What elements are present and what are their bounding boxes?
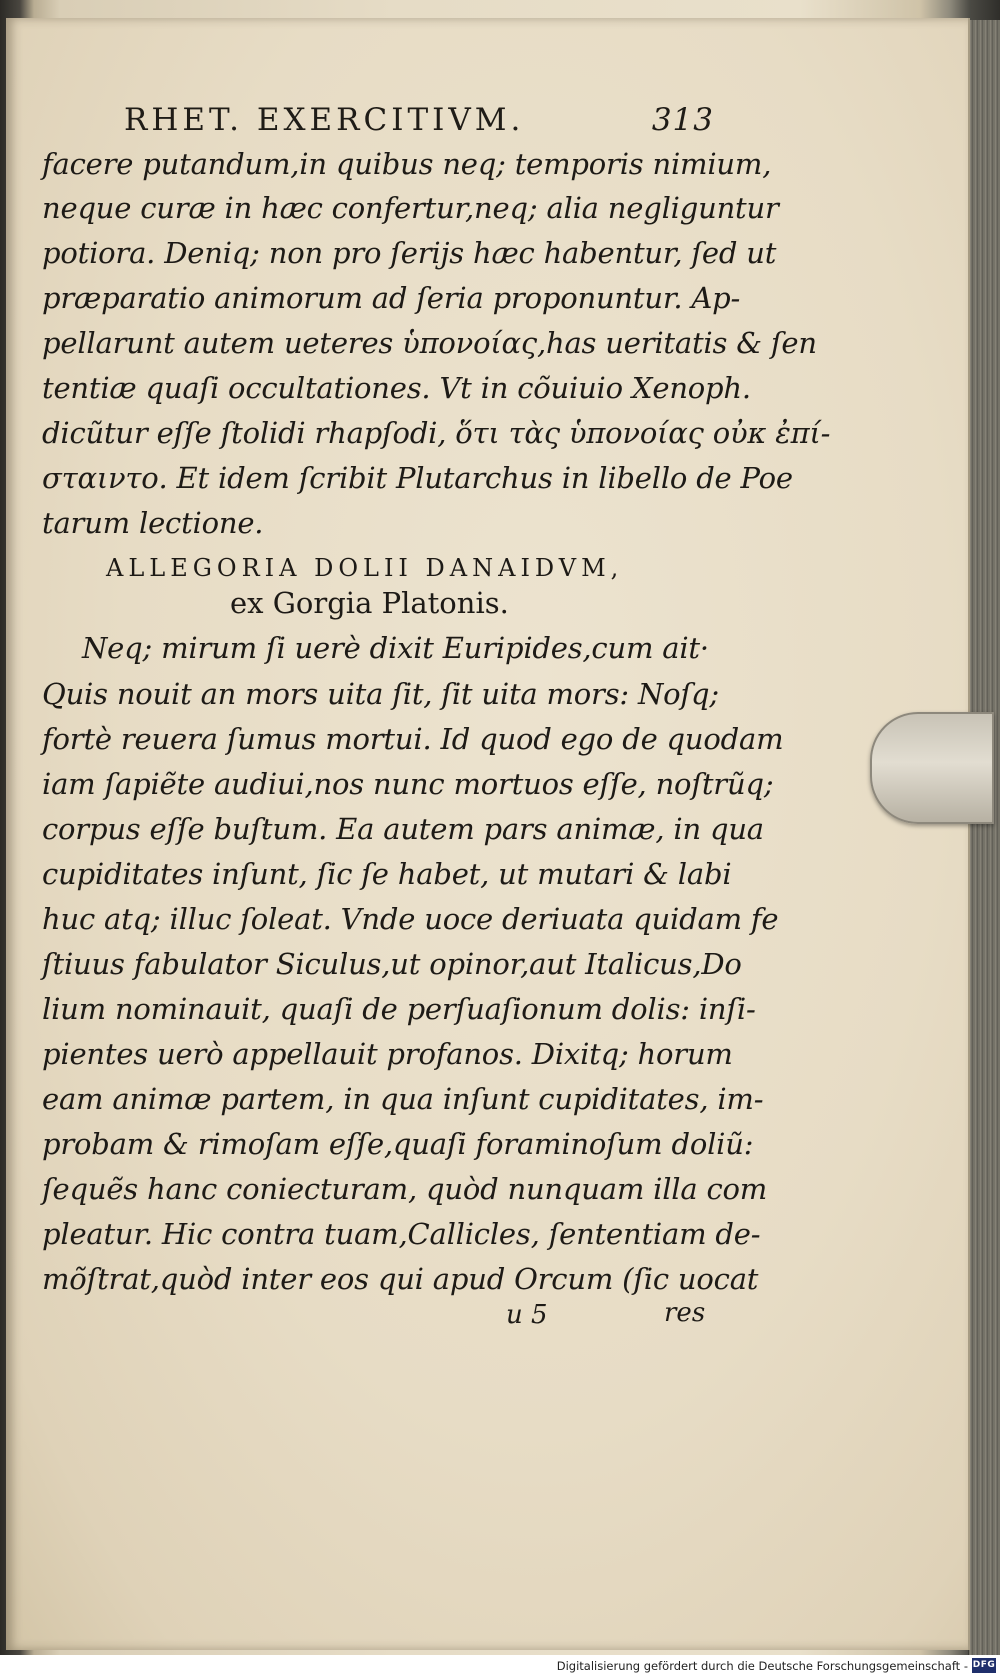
- text-line: fortè reuera ſumus mortui. Id quod ego de quodam: [42, 722, 784, 756]
- text-line: ſequẽs hanc coniecturam, quòd nunquam illa com: [42, 1172, 768, 1206]
- text-line: potiora. Deniq; non pro ſerijs hæc habentur, ſed ut: [42, 236, 777, 270]
- text-line: lium nominauit, quaſi de perſuaſionum dolis: inſi-: [42, 992, 756, 1026]
- book-page-edges: [968, 20, 1000, 1660]
- text-line: eam animæ partem, in qua inſunt cupiditates, im-: [42, 1082, 764, 1116]
- page-number: 313: [651, 102, 714, 138]
- text-line: ſtiuus fabulator Siculus,ut opinor,aut Italicus,Do: [42, 947, 742, 981]
- running-head: [124, 102, 714, 146]
- text-line: præparatio animorum ad ſeria proponuntur. Ap-: [42, 281, 741, 315]
- text-line: mõſtrat,quòd inter eos qui apud Orcum (ſic uocat: [42, 1262, 759, 1296]
- text-line: facere putandum,in quibus neq; temporis nimium,: [42, 147, 772, 181]
- text-line: Neq; mirum ſi uerè dixit Euripides,cum ait·: [82, 631, 709, 665]
- book-page: [6, 18, 970, 1650]
- text-line: neque curæ in hæc confertur,neq; alia negliguntur: [42, 191, 779, 225]
- text-line: huc atq; illuc ſoleat. Vnde uoce deriuata quidam fe: [42, 902, 779, 936]
- dfg-logo: DFG: [972, 1658, 996, 1673]
- text-line: dicũtur eſſe ſtolidi rhapſodi, ὅτι τὰς ὑπονοίας οὐκ ἐπί-: [42, 416, 831, 450]
- text-line: tentiæ quaſi occultationes. Vt in cõuiuio Xenoph.: [42, 371, 751, 405]
- text-line: tarum lectione.: [42, 506, 264, 540]
- text-line: σταιντο. Et idem ſcribit Plutarchus in libello de Poe: [42, 461, 793, 495]
- text-line: iam ſapiẽte audiui,nos nunc mortuos eſſe, noſtrũq;: [42, 767, 774, 801]
- running-head-title: RHET. EXERCITIVM.: [124, 102, 525, 138]
- footer-credit: Digitalisierung gefördert durch die Deutsche Forschungsgemeinschaft -: [556, 1659, 968, 1673]
- text-line: pellarunt autem ueteres ὑπονοίας,has ueritatis & ſen: [42, 326, 817, 360]
- text-line: probam & rimoſam eſſe,quaſi foraminoſum doliũ:: [42, 1127, 754, 1161]
- text-line: corpus eſſe buſtum. Ea autem pars animæ, in qua: [42, 812, 764, 846]
- text-line: pleatur. Hic contra tuam,Callicles, ſententiam de-: [42, 1217, 761, 1251]
- text-line: pientes uerò appellauit profanos. Dixitq; horum: [42, 1037, 733, 1071]
- page-holder-clip: [870, 712, 994, 824]
- catchword: res: [664, 1298, 706, 1328]
- text-line: Quis nouit an mors uita ſit, ſit uita mors: Noſq;: [42, 677, 719, 711]
- section-heading: ALLEGORIA DOLII DANAIDVM,: [106, 554, 624, 582]
- section-subheading: ex Gorgia Platonis.: [230, 586, 509, 620]
- signature-mark: u 5: [506, 1300, 548, 1330]
- footer-bar: [0, 1655, 1000, 1678]
- text-line: cupiditates inſunt, ſic ſe habet, ut mutari & labi: [42, 857, 732, 891]
